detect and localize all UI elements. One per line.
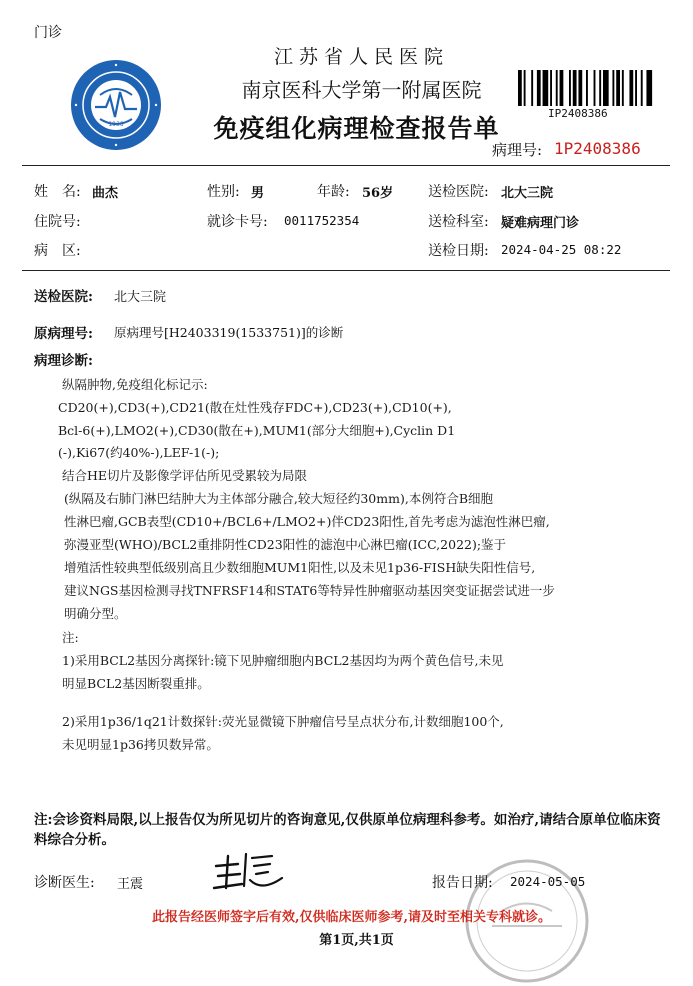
barcode-bar (569, 70, 571, 106)
note-line: 1)采用BCL2基因分离探针:镜下见肿瘤细胞内BCL2基因均为两个黄色信号,未见 (62, 653, 504, 668)
send-hospital-value: 北大三院 (501, 186, 554, 201)
note-label: 注: (62, 630, 79, 645)
ward-label: 病 区: (34, 243, 81, 259)
send-dept-value: 疑难病理门诊 (501, 216, 580, 231)
diagnosis-line: 弥漫亚型(WHO)/BCL2重排阴性CD23阳性的滤泡中心淋巴瘤(ICC,2022);鉴于 (64, 537, 507, 552)
hospital-name-line2: 南京医科大学第一附属医院 (241, 78, 482, 102)
logo-year: 1936 (108, 121, 124, 128)
note-line: 未见明显1p36拷贝数异常。 (62, 737, 219, 752)
diagnosis-line: 纵隔肿物,免疫组化标记示: (62, 377, 208, 392)
barcode-bar (616, 70, 620, 106)
diagnosis-line: (纵隔及右肺门淋巴结肿大为主体部分融合,较大短径约30mm),本例符合B细胞 (64, 491, 493, 506)
validity-notice: 此报告经医师签字后有效,仅供临床医师参考,请及时至相关专科就诊。 (151, 910, 552, 925)
doctor-signature (210, 848, 290, 894)
barcode-bar (599, 70, 601, 106)
barcode-bar (537, 70, 541, 106)
original-pathology-label: 原病理号: (34, 326, 93, 342)
report-title: 免疫组化病理检查报告单 (213, 114, 500, 143)
original-pathology-value: 原病理号[H2403319(1533751)]的诊断 (114, 325, 344, 340)
gender-label: 性别: (207, 184, 240, 200)
send-date-value: 2024-04-25 08:22 (501, 242, 622, 257)
barcode-bar (531, 70, 533, 106)
send-hospital-label: 送检医院: (428, 184, 489, 200)
barcode-bar (556, 70, 558, 106)
barcode-bar (578, 70, 582, 106)
hospital-name-line1: 江苏省人民医院 (273, 46, 449, 68)
barcode-bar (635, 70, 637, 106)
diagnosis-line: 建议NGS基因检测寻找TNFRSF14和STAT6等特异性肿瘤驱动基因突变证据尝试进一步 (64, 583, 555, 598)
barcode-bar (622, 70, 624, 106)
barcode-bar (518, 70, 522, 106)
report-send-hospital-label: 送检医院: (34, 289, 93, 305)
send-dept-label: 送检科室: (428, 214, 489, 230)
pathology-number-label: 病理号: (492, 141, 543, 159)
admission-label: 住院号: (34, 214, 81, 230)
disclaimer: 注:会诊资料局限,以上报告仅为所见切片的咨询意见,仅供原单位病理科参考。如治疗,请结合原单位临床资料综合分析。 (34, 812, 661, 848)
barcode-bar (641, 70, 643, 106)
barcode-bar (612, 70, 614, 106)
diagnosis-line: CD20(+),CD3(+),CD21(散在灶性残存FDC+),CD23(+),CD10(+), (58, 400, 452, 415)
send-date-label: 送检日期: (428, 243, 489, 259)
barcode-bar (543, 70, 549, 106)
barcode-bar (629, 70, 633, 106)
barcode-bar (560, 70, 564, 106)
patient-name-label: 姓 名: (34, 184, 81, 200)
barcode-bar (603, 70, 609, 106)
card-number-label: 就诊卡号: (207, 214, 268, 230)
patient-name: 曲杰 (92, 186, 119, 201)
report-date-value: 2024-05-05 (510, 874, 586, 889)
pathology-number: 1P2408386 (554, 139, 641, 158)
report-send-hospital-value: 北大三院 (114, 290, 167, 305)
barcode-bar (646, 70, 652, 106)
divider (22, 165, 670, 166)
diagnosis-line: 增殖活性较典型低级别高且少数细胞MUM1阳性,以及未见1p36-FISH缺失阳性信号, (64, 560, 536, 575)
diagnosis-line: (-),Ki67(约40%-),LEF-1(-); (58, 445, 220, 460)
page-number: 第1页,共1页 (319, 933, 394, 948)
barcode-bar (594, 70, 596, 106)
doctor-label: 诊断医生: (34, 875, 95, 891)
barcode-text: IP2408386 (548, 107, 608, 120)
barcode (518, 70, 654, 106)
divider (22, 270, 670, 271)
diagnosis-label: 病理诊断: (34, 353, 93, 369)
diagnosis-line: Bcl-6(+),LMO2(+),CD30(散在+),MUM1(部分大细胞+),Cyclin D1 (58, 423, 456, 438)
barcode-bar (586, 70, 588, 106)
diagnosis-line: 明确分型。 (64, 606, 127, 621)
age-label: 年龄: (317, 184, 350, 200)
note-line: 明显BCL2基因断裂重排。 (62, 676, 210, 691)
card-number-value: 0011752354 (284, 213, 360, 228)
report-date-label: 报告日期: (432, 875, 493, 891)
diagnosis-line: 结合HE切片及影像学评估所见受累较为局限 (62, 468, 308, 483)
gender-value: 男 (251, 186, 265, 201)
diagnosis-line: 性淋巴瘤,GCB表型(CD10+/BCL6+/LMO2+)伴CD23阳性,首先考虑为滤泡性淋巴瘤, (64, 514, 550, 529)
doctor-name: 王震 (117, 877, 144, 892)
barcode-bar (573, 70, 577, 106)
clinic-type-tag: 门诊 (34, 25, 62, 41)
age-value: 56岁 (362, 186, 394, 201)
barcode-bar (524, 70, 526, 106)
note-line: 2)采用1p36/1q21计数探针:荧光显微镜下肿瘤信号呈点状分布,计数细胞100个, (62, 714, 504, 729)
barcode-bar (550, 70, 552, 106)
